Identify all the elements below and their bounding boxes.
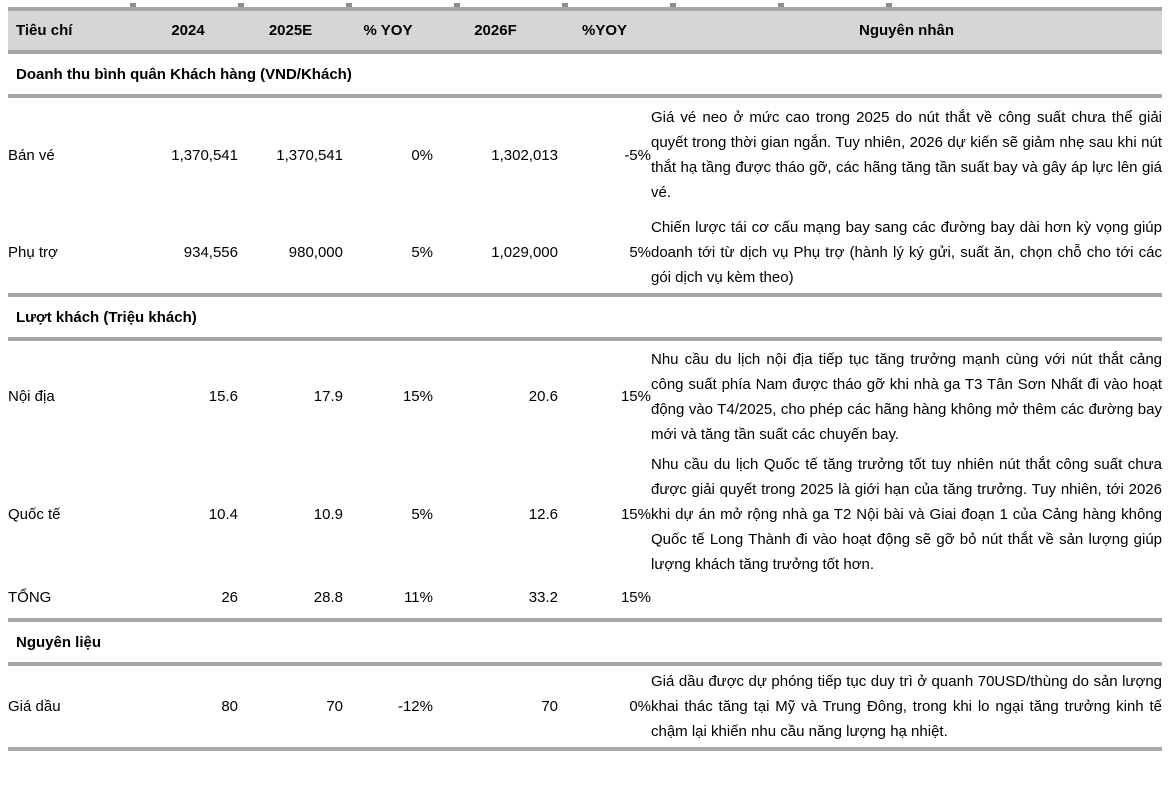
section-header-doanh-thu <box>8 52 1162 96</box>
value-yoy-2: 5% <box>629 244 651 261</box>
value-2024: 934,556 <box>183 244 238 261</box>
column-header-yoy-1: % YOY <box>363 22 413 39</box>
row-label: Bán vé <box>8 146 55 164</box>
value-yoy-2: 15% <box>620 388 651 405</box>
table-row-tong <box>8 577 1162 620</box>
table-row-ban-ve <box>8 96 1162 212</box>
column-header-tieu-chi: Tiêu chí <box>16 22 73 39</box>
value-2026f: 1,029,000 <box>491 244 558 261</box>
value-2026f: 20.6 <box>528 388 558 405</box>
section-title: Doanh thu bình quân Khách hàng (VND/Khách) <box>16 65 352 83</box>
row-label: TỔNG <box>8 589 52 606</box>
column-header-2025e: 2025E <box>268 22 313 39</box>
value-yoy-2: 0% <box>629 698 651 715</box>
reason-text <box>651 577 1162 620</box>
reason-text: Giá vé neo ở mức cao trong 2025 do nút thắt về công suất chưa thể giải quyết trong thời gian ngắn. Tuy nhiên, 2026 dự kiến sẽ giảm nhẹ sau khi nút thắt hạ tầng được tháo gỡ, các hãng tăng tần suất bay và gây áp lực lên giá vé. <box>651 109 1162 201</box>
row-label: Nội địa <box>8 388 55 405</box>
value-yoy-1: 5% <box>411 506 433 523</box>
value-yoy-2: 15% <box>620 589 651 606</box>
row-label: Quốc tế <box>8 506 61 523</box>
value-2026f: 70 <box>541 698 558 715</box>
value-2026f: 33.2 <box>528 589 558 606</box>
value-2024: 10.4 <box>208 506 238 523</box>
column-header-2026f: 2026F <box>474 22 517 39</box>
value-2025e: 10.9 <box>313 506 343 523</box>
value-2025e: 17.9 <box>313 388 343 405</box>
value-2026f: 12.6 <box>528 506 558 523</box>
value-yoy-1: 5% <box>411 244 433 261</box>
value-yoy-1: 15% <box>402 388 433 405</box>
value-2025e: 70 <box>326 698 343 715</box>
table-row-gia-dau <box>8 664 1162 749</box>
value-yoy-1: -12% <box>397 698 433 715</box>
table-row-phu-tro <box>8 212 1162 295</box>
value-yoy-2: -5% <box>624 146 651 164</box>
table-row-quoc-te <box>8 452 1162 577</box>
value-2026f: 1,302,013 <box>491 146 558 164</box>
table-row-noi-dia <box>8 339 1162 452</box>
reason-text: Giá dầu được dự phóng tiếp tục duy trì ở quanh 70USD/thùng do sản lượng khai thác tăng tại Mỹ và Trung Đông, trong khi lo ngại tăng trưởng kinh tế chậm lại khiến nhu cầu năng lượng hạ nhiệt. <box>651 673 1162 740</box>
column-header-nguyen-nhan: Nguyên nhân <box>858 22 954 39</box>
value-2024: 15.6 <box>208 388 238 405</box>
table-header-row <box>8 9 1162 52</box>
section-header-luot-khach <box>8 295 1162 339</box>
value-2024: 26 <box>221 589 238 606</box>
reason-text: Nhu cầu du lịch nội địa tiếp tục tăng trưởng mạnh cùng với nút thắt cảng công suất phía Nam được tháo gỡ khi nhà ga T3 Tân Sơn Nhất đi vào hoạt động vào T4/2025, cho phép các hãng hàng không mở thêm các đường bay mới và tăng tần suất các chuyến bay. <box>651 350 1162 443</box>
reason-text: Nhu cầu du lịch Quốc tế tăng trưởng tốt tuy nhiên nút thắt công suất chưa được giải quyết trong 2025 là giới hạn của tăng trưởng. Tuy nhiên, tới 2026 khi dự án mở rộng nhà ga T2 Nội bài và Giai đoạn 1 của Cảng hàng không Quốc tế Long Thành đi vào hoạt động sẽ gỡ bỏ nút thắt về sản lượng giúp lượng khách tăng trưởng tốt hơn. <box>651 456 1162 573</box>
section-title: Nguyên liệu <box>16 633 102 651</box>
value-2025e: 980,000 <box>288 244 343 261</box>
row-label: Giá dầu <box>8 698 61 715</box>
forecast-table <box>8 7 1162 751</box>
value-2024: 1,370,541 <box>171 146 238 164</box>
section-title: Lượt khách (Triệu khách) <box>16 308 197 326</box>
column-header-2024: 2024 <box>171 22 205 39</box>
section-header-nguyen-lieu <box>8 620 1162 664</box>
row-label: Phụ trợ <box>8 244 58 261</box>
value-yoy-2: 15% <box>620 506 651 523</box>
value-yoy-1: 0% <box>411 146 433 164</box>
column-header-yoy-2: %YOY <box>581 22 627 39</box>
value-2024: 80 <box>221 698 238 715</box>
value-2025e: 1,370,541 <box>276 146 343 164</box>
value-yoy-1: 11% <box>404 589 433 606</box>
value-2025e: 28.8 <box>313 589 343 606</box>
reason-text: Chiến lược tái cơ cấu mạng bay sang các đường bay dài hơn kỳ vọng giúp doanh tới từ dịch vụ Phụ trợ (hành lý ký gửi, suất ăn, chọn chỗ cho tới các gói dịch vụ kèm theo) <box>651 219 1162 286</box>
